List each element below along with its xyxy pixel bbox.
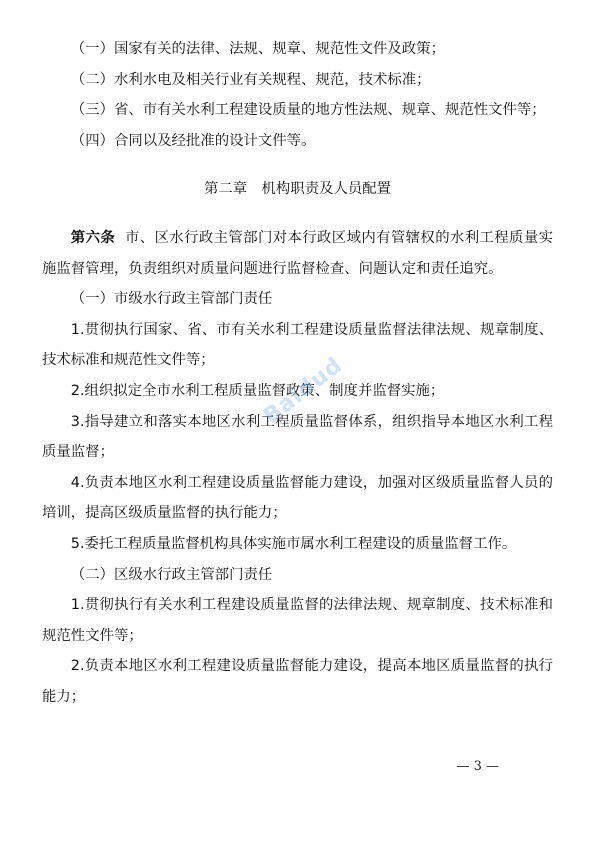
district-item-1: 1.贯彻执行有关水利工程建设质量监督的法律法规、规章制度、技术标准和规范性文件等； [42,597,553,644]
district-heading: （二）区级水行政主管部门责任 [70,566,273,583]
basis-item-4: （四）合同以及经批准的设计文件等。 [70,132,316,149]
basis-item-3: （三）省、市有关水利工程建设质量的地方性法规、规章、规范性文件等； [70,102,546,119]
city-item-2: 2.组织拟定全市水利工程质量监督政策、制度并监督实施； [70,382,445,399]
chapter-title: 第二章 机构职责及人员配置 [203,181,392,198]
article-6-text: 市、区水行政主管部门对本行政区域内有管辖权的水利工程质量实施监督管理，负责组织对质量问题进行监督检查、问题认定和责任追究。 [42,229,553,277]
city-item-4: 4.负责本地区水利工程建设质量监督能力建设，加强对区级质量监督人员的培训，提高区级质量监督的执行能力； [42,474,553,522]
city-item-3: 3.指导建立和落实本地区水利工程质量监督体系，组织指导本地区水利工程质量监督； [42,413,553,461]
basis-item-2: （二）水利水电及相关行业有关规程、规范，技术标准； [70,71,431,88]
article-6-label: 第六条 [70,229,116,246]
district-item-2: 2.负责本地区水利工程建设质量监督能力建设，提高本地区质量监督的执行能力； [42,658,553,705]
city-item-1: 1.贯彻执行国家、省、市有关水利工程建设质量监督法律法规、规章制度、技术标准和规范性文件等； [42,321,553,369]
article-6 [42,223,553,284]
watermark: Baidud [259,352,348,430]
page-number: — 3 — [456,759,499,774]
city-item-5: 5.委托工程质量监督机构具体实施市属水利工程建设的质量监督工作。 [70,535,517,552]
basis-item-1: （一）国家有关的法律、法规、规章、规范性文件及政策； [70,41,445,57]
city-heading: （一）市级水行政主管部门责任 [70,291,273,308]
